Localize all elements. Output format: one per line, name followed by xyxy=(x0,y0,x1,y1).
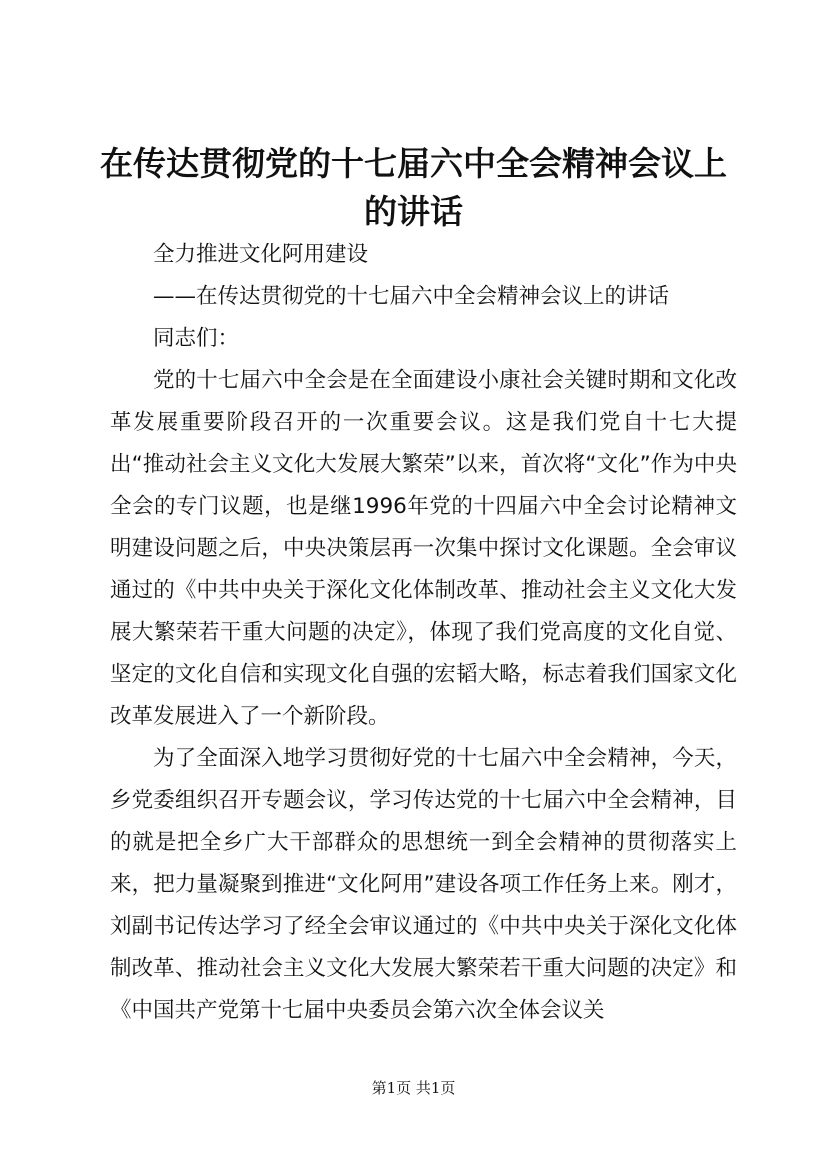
page-footer: 第1页 共1页 xyxy=(371,1079,456,1097)
subtitle-line-2: ——在传达贯彻党的十七届六中全会精神会议上的讲话 xyxy=(153,284,670,309)
document-title: 在传达贯彻党的十七届六中全会精神会议上的讲话 xyxy=(100,144,727,231)
salutation: 同志们： xyxy=(153,326,240,351)
paragraph-1: 党的十七届六中全会是在全面建设小康社会关键时期和文化改革发展重要阶段召开的一次重要会议。这是我们党自十七大提出“推动社会主义文化大发展大繁荣”以来，首次将“文化”作为中央全会的专门议题，也是继1996年党的十四届六中全会讨论精神文明建设问题之后，中央决策层再一次集中探讨文化课题。全会审议通过的《中共中央关于深化文化体制改革、推动社会主义文化大发展大繁荣若干重大问题的决定》，体现了我们党高度的文化自觉、坚定的文化自信和实现文化自强的宏韬大略，标志着我们国家文化改革发展进入了一个新阶段。 xyxy=(110,368,737,729)
document-body xyxy=(110,234,737,1032)
paragraph-2: 为了全面深入地学习贯彻好党的十七届六中全会精神，今天，乡党委组织召开专题会议，学习传达党的十七届六中全会精神，目的就是把全乡广大干部群众的思想统一到全会精神的贯彻落实上来，把力量凝聚到推进“文化阿用”建设各项工作任务上来。刚才，刘副书记传达学习了经全会审议通过的《中共中央关于深化文化体制改革、推动社会主义文化大发展大繁荣若干重大问题的决定》和《中国共产党第十七届中央委员会第六次全体会议关 xyxy=(110,746,737,1023)
subtitle-line-1: 全力推进文化阿用建设 xyxy=(153,242,369,267)
